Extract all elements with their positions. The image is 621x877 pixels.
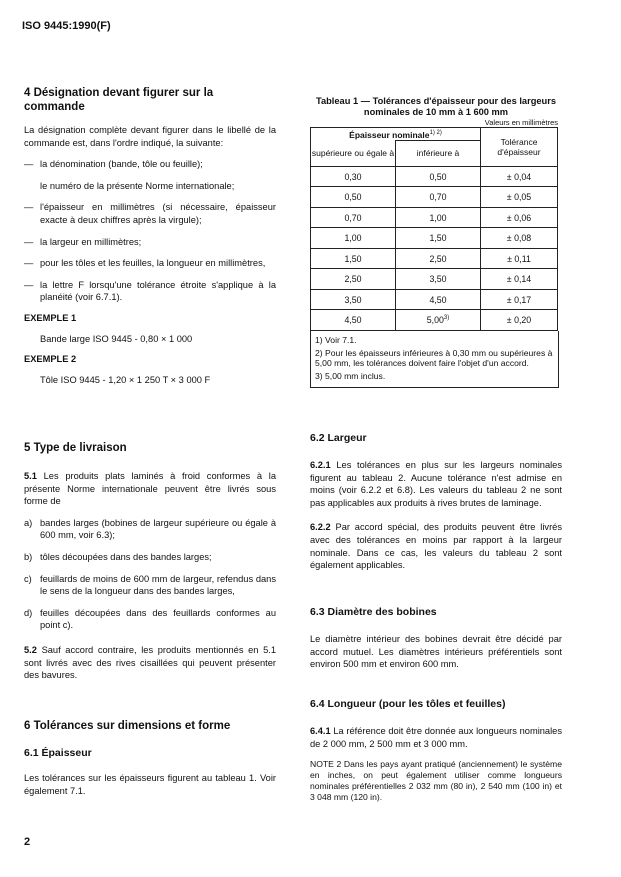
- section-4: [24, 86, 276, 386]
- table-group-header: Épaisseur nominale$^{1) 2)}$: [311, 128, 481, 141]
- section-6-2-heading: 6.2 Largeur: [310, 432, 367, 444]
- list-item: le numéro de la présente Norme internationale;: [40, 180, 235, 191]
- list-item: — la lettre F lorsqu'une tolérance étroite s'applique à la planéité (voir 6.7.1).: [24, 279, 276, 303]
- example-2-label: EXEMPLE 2: [24, 354, 77, 365]
- section-6-heading: 6 Tolérances sur dimensions et forme: [24, 720, 231, 732]
- table-1-block: [310, 96, 562, 388]
- section-6-1-text: Les tolérances sur les épaisseurs figurent au tableau 1. Voir également 7.1.: [24, 773, 276, 796]
- section-6-2-1: 6.2.1 Les tolérances en plus sur les largeurs nominales figurent au tableau 2. Aucune tolérance n'est admise en moins (voir 6.2.2 et 6.8). Les valeurs du tableau 2 ne sont pas applicables aux produits à rives brutes de laminage.: [310, 460, 563, 508]
- section-5-2: 5.2 Sauf accord contraire, les produits mentionnés en 5.1 sont livrés avec des rives cisaillées qui peuvent présenter des bavures.: [24, 644, 276, 681]
- section-6-2-2: 6.2.2 Par accord spécial, des produits peuvent être livrés avec des tolérances en moins par rapport à la largeur nominale. Dans ce cas, les valeurs du tableau 2 sont également applicables.: [310, 522, 562, 571]
- table-col-min: supérieure ou égale à: [311, 140, 396, 166]
- example-2-text: Tôle ISO 9445 - 1,20 × 1 250 T × 3 000 F: [40, 374, 211, 385]
- example-1-label: EXEMPLE 1: [24, 312, 77, 323]
- list-item: — l'épaisseur en millimètres (si nécessaire, épaisseur exacte à deux chiffres après la virgule);: [24, 202, 276, 225]
- table-notes: [310, 331, 559, 388]
- section-6-1-heading: 6.1 Épaisseur: [24, 747, 92, 759]
- table-note: 2) Pour les épaisseurs inférieures à 0,30 mm ou supérieures à 5,00 mm, les tolérances doivent faire l'objet d'un accord.: [315, 347, 553, 369]
- note-2: NOTE 2 Dans les pays ayant pratiqué (anciennement) le système en inches, on peut également utiliser comme longueurs nominales préférentielles 2 032 mm (80 in), 2 540 mm (100 in) et 3 048 mm (120 in).: [310, 759, 562, 803]
- section-6-2: [310, 432, 562, 572]
- table-row: 1,50 2,50 ± 0,11: [311, 248, 558, 269]
- section-6-4-heading: 6.4 Longueur (pour les tôles et feuilles): [310, 698, 506, 710]
- list-item: — pour les tôles et les feuilles, la longueur en millimètres,: [24, 258, 266, 269]
- example-1-text: Bande large ISO 9445 - 0,80 × 1 000: [40, 333, 193, 344]
- tolerance-table: [310, 127, 558, 331]
- section-5: [24, 441, 276, 682]
- section-4-intro: La désignation complète devant figurer dans le libellé de la commande est, dans l'ordre indiqué, la suivante:: [24, 125, 276, 148]
- section-6-3-text: Le diamètre intérieur des bobines devrait être décidé par accord mutuel. Les diamètres intérieurs préférentiels sont environ 500 mm et environ 600 mm.: [310, 634, 562, 670]
- list-item: b) tôles découpées dans des bandes larges;: [24, 551, 212, 562]
- table-row: 0,30 0,50 ± 0,04: [311, 166, 558, 187]
- page-number: 2: [24, 836, 31, 848]
- section-6-3: [310, 606, 562, 671]
- table-row: 0,50 0,70 ± 0,05: [311, 187, 558, 208]
- table-unit: Valeurs en millimètres: [484, 118, 558, 127]
- table-row: 4,50 5,00$^{3)}$ ± 0,20: [311, 310, 558, 331]
- table-title: Tableau 1 — Tolérances d'épaisseur pour des largeurs nominales de 10 mm à 1 600 mm: [315, 96, 557, 117]
- table-row: 2,50 3,50 ± 0,14: [311, 269, 558, 290]
- list-item: a) bandes larges (bobines de largeur supérieure ou égale à 600 mm, voir 6.3);: [24, 517, 276, 541]
- section-6: [24, 719, 276, 797]
- table-row: 3,50 4,50 ± 0,17: [311, 289, 558, 310]
- list-item: — la dénomination (bande, tôle ou feuille);: [24, 159, 203, 170]
- table-row: 0,70 1,00 ± 0,06: [311, 207, 558, 228]
- section-5-1: 5.1 Les produits plats laminés à froid conformes à la présente Norme internationale peuvent être livrés sous forme de: [24, 471, 276, 507]
- section-6-3-heading: 6.3 Diamètre des bobines: [310, 606, 437, 618]
- table-note: 1) Voir 7.1.: [315, 334, 357, 345]
- section-6-4-1: 6.4.1 La référence doit être donnée aux longueurs nominales de 2 000 mm, 2 500 mm et 3 000 mm.: [310, 726, 562, 749]
- section-4-heading: 4 Désignation devant figurer sur la commande: [24, 87, 214, 113]
- table-row: 1,00 1,50 ± 0,08: [311, 228, 558, 249]
- list-item: — la largeur en millimètres;: [24, 236, 142, 247]
- list-item: d) feuilles découpées dans des feuillards conformes au point c).: [24, 607, 276, 631]
- section-5-heading: 5 Type de livraison: [24, 442, 127, 454]
- table-note: 3) 5,00 mm inclus.: [315, 371, 386, 382]
- table-col-tolerance: Tolérance d'épaisseur: [481, 128, 558, 167]
- section-6-4: [310, 698, 562, 803]
- table-col-max: inférieure à: [396, 140, 481, 166]
- list-item: c) feuillards de moins de 600 mm de largeur, refendus dans le sens de la longueur dans des bandes larges,: [24, 573, 276, 597]
- document-header: ISO 9445:1990(F): [22, 20, 111, 32]
